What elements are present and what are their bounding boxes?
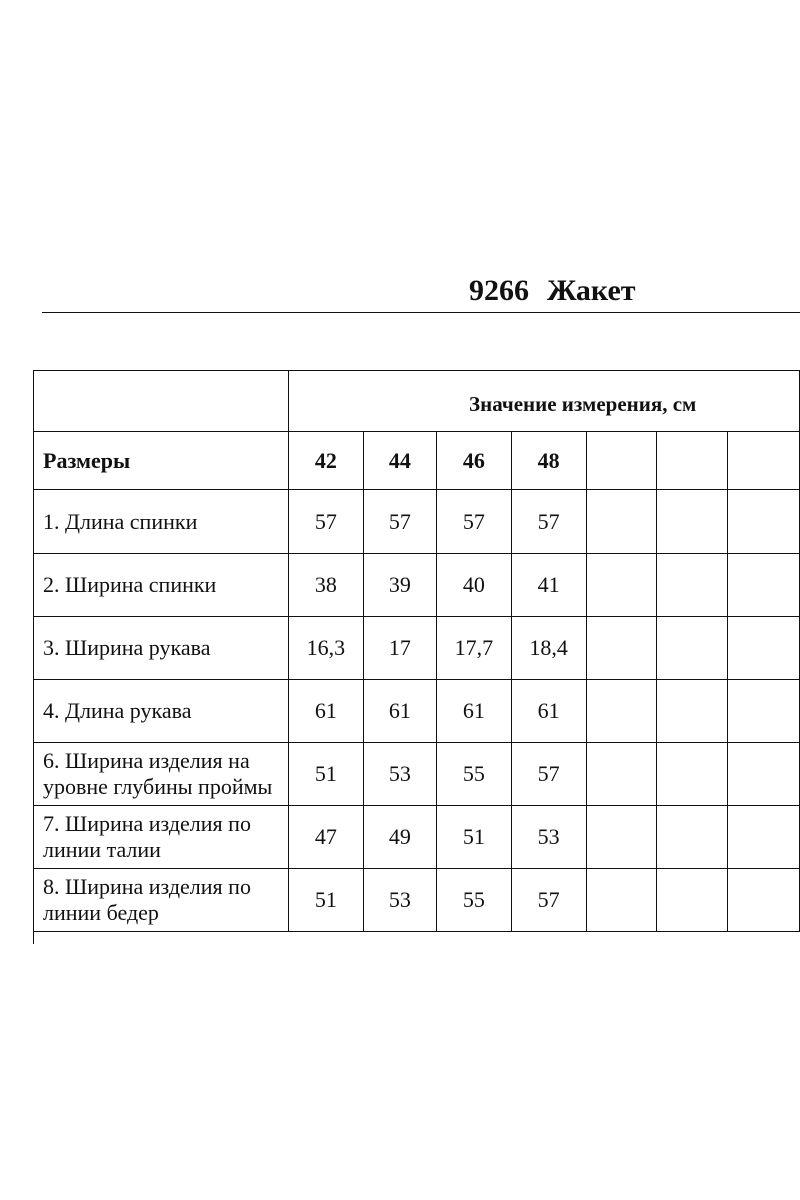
measurement-label-line: 6. Ширина изделия на (43, 748, 250, 773)
measurement-value: 39 (363, 554, 436, 617)
unit-header: Значение измерения, см (289, 371, 800, 432)
table-row (34, 869, 800, 932)
measurement-value: 51 (289, 743, 364, 806)
measurement-value (728, 743, 800, 806)
measurement-value (657, 806, 728, 869)
document-title (469, 276, 636, 306)
table-left-border-tail (33, 932, 34, 944)
measurement-value: 57 (511, 490, 586, 554)
measurement-value (657, 743, 728, 806)
measurement-value (728, 554, 800, 617)
measurement-value: 51 (289, 869, 364, 932)
measurement-value: 49 (363, 806, 436, 869)
table-row (34, 680, 800, 743)
measurement-value (657, 490, 728, 554)
measurement-value (586, 617, 657, 680)
measurement-value: 18,4 (511, 617, 586, 680)
measurement-label (34, 554, 289, 617)
size-header-cell: 42 (289, 432, 364, 490)
measurement-label (34, 743, 289, 806)
measurement-value (586, 680, 657, 743)
size-chart-table (33, 370, 800, 932)
size-header-cell (657, 432, 728, 490)
measurement-value: 61 (363, 680, 436, 743)
measurement-value (728, 490, 800, 554)
measurement-label (34, 806, 289, 869)
measurement-value: 53 (511, 806, 586, 869)
measurement-value (728, 617, 800, 680)
measurement-value (728, 680, 800, 743)
table-row (34, 743, 800, 806)
measurement-label (34, 617, 289, 680)
measurement-value (657, 617, 728, 680)
measurement-value: 47 (289, 806, 364, 869)
table-row (34, 806, 800, 869)
measurement-label-line: линии талии (43, 837, 161, 862)
measurement-value: 57 (437, 490, 512, 554)
measurement-label-line: 4. Длина рукава (43, 698, 192, 723)
table-row (34, 490, 800, 554)
measurement-value (657, 554, 728, 617)
measurement-value (728, 806, 800, 869)
measurement-value: 61 (437, 680, 512, 743)
unit-header-row (34, 371, 800, 432)
size-header-cell: 46 (437, 432, 512, 490)
measurement-value: 57 (511, 743, 586, 806)
sizes-label: Размеры (34, 432, 289, 490)
measurement-value: 57 (511, 869, 586, 932)
measurement-value (586, 806, 657, 869)
measurement-value: 57 (363, 490, 436, 554)
measurement-value: 17 (363, 617, 436, 680)
measurement-value: 40 (437, 554, 512, 617)
measurement-value (586, 554, 657, 617)
measurement-label-line: 8. Ширина изделия по (43, 874, 251, 899)
measurement-value: 53 (363, 743, 436, 806)
size-header-cell (586, 432, 657, 490)
measurement-label (34, 869, 289, 932)
measurement-label-line: уровне глубины проймы (43, 774, 273, 799)
size-header-cell: 48 (511, 432, 586, 490)
measurement-value: 57 (289, 490, 364, 554)
title-underline (42, 312, 800, 313)
measurement-value: 53 (363, 869, 436, 932)
measurement-label (34, 490, 289, 554)
measurement-value: 41 (511, 554, 586, 617)
measurement-value: 38 (289, 554, 364, 617)
measurement-label-line: 1. Длина спинки (43, 508, 198, 534)
table-row (34, 617, 800, 680)
measurement-value (586, 869, 657, 932)
measurement-value: 17,7 (437, 617, 512, 680)
measurement-label-line: 7. Ширина изделия по (43, 811, 251, 836)
sizes-row (34, 432, 800, 490)
measurement-value: 61 (289, 680, 364, 743)
measurement-label (34, 680, 289, 743)
measurement-value: 16,3 (289, 617, 364, 680)
size-header-cell: 44 (363, 432, 436, 490)
measurement-label-line: 2. Ширина спинки (43, 572, 217, 597)
measurement-value: 51 (437, 806, 512, 869)
measurement-value: 55 (437, 869, 512, 932)
measurement-value: 55 (437, 743, 512, 806)
table-row (34, 554, 800, 617)
measurement-value (728, 869, 800, 932)
measurement-value (657, 680, 728, 743)
measurement-value (586, 743, 657, 806)
size-header-cell (728, 432, 800, 490)
measurement-value (586, 490, 657, 554)
product-name: Жакет (547, 274, 636, 307)
product-code: 9266 (469, 274, 529, 307)
measurement-label-line: линии бедер (43, 900, 159, 925)
measurement-value (657, 869, 728, 932)
size-chart-body (34, 371, 800, 932)
measurement-value: 61 (511, 680, 586, 743)
empty-corner-cell (34, 371, 289, 432)
measurement-label-line: 3. Ширина рукава (43, 635, 211, 660)
